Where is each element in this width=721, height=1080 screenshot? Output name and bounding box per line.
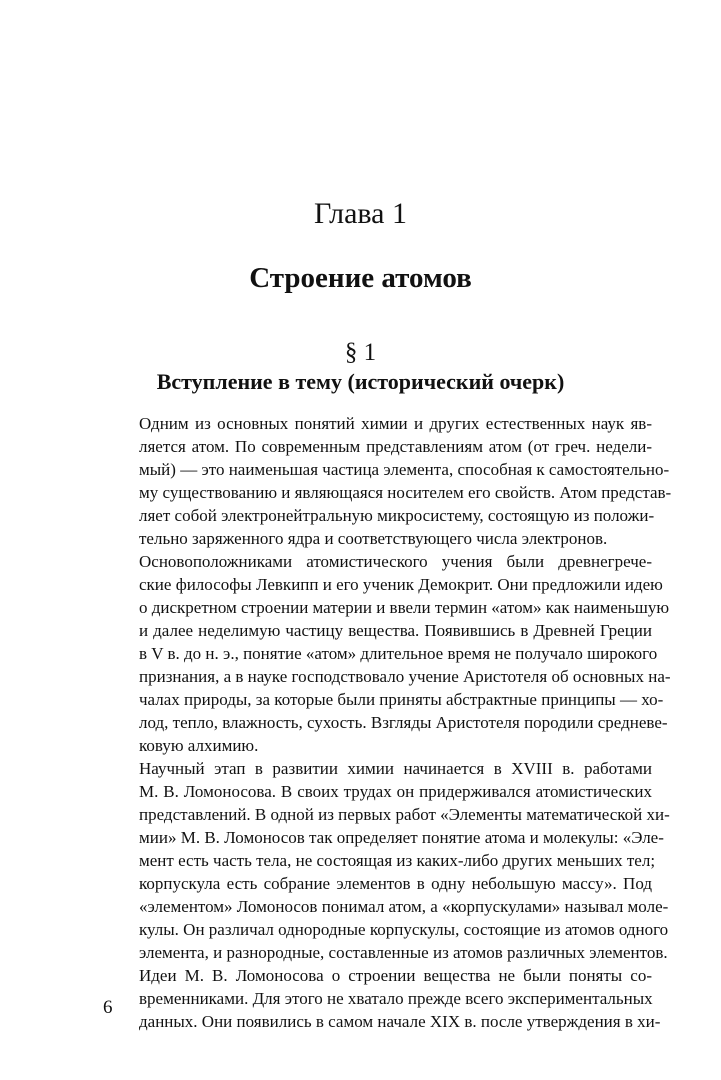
text-line: Идеи М. В. Ломоносова о строении вещества не были поняты со- (139, 966, 652, 985)
text-line: Основоположниками атомистического учения были древнегрече- (139, 552, 652, 571)
paragraph (103, 964, 661, 1033)
text-line: му существованию и являющаяся носителем его свойств. Атом представ- (139, 483, 672, 502)
text-line: «элементом» Ломоносов понимал атом, а «корпускулами» называл моле- (139, 897, 669, 916)
text-line: данных. Они появились в самом начале XIX в. после утверждения в хи- (139, 1012, 661, 1031)
text-line: о дискретном строении материи и ввели термин «атом» как наименьшую (139, 598, 670, 617)
text-line: элемента, и разнородные, составленные из атомов различных элементов. (139, 943, 668, 962)
text-line: Одним из основных понятий химии и других естественных наук яв- (139, 414, 652, 433)
text-line: мии» М. В. Ломоносов так определяет понятие атома и молекулы: «Эле- (139, 828, 664, 847)
body-text (103, 412, 672, 1033)
paragraph (103, 757, 670, 964)
section-title: Вступление в тему (исторический очерк) (156, 369, 565, 394)
text-line: ляется атом. По современным представлениям атом (от греч. недели- (139, 437, 652, 456)
section-number: § 1 (344, 339, 377, 366)
text-line: представлений. В одной из первых работ «Элементы математической хи- (139, 805, 670, 824)
text-line: временниками. Для этого не хватало прежде всего экспериментальных (139, 989, 653, 1008)
text-line: лод, тепло, влажность, сухость. Взгляды Аристотеля породили средневе- (139, 713, 668, 732)
text-line: ковую алхимию. (139, 736, 259, 755)
text-line: мент есть часть тела, не состоящая из каких-либо других меньших тел; (139, 851, 656, 870)
page-number: 6 (103, 997, 113, 1018)
text-line: корпускула есть собрание элементов в одну небольшую массу». Под (139, 874, 652, 893)
text-line: ские философы Левкипп и его ученик Демокрит. Они предложили идею (139, 575, 663, 594)
text-line: ляет собой электронейтральную микросистему, состоящую из положи- (139, 506, 655, 525)
text-line: мый) — это наименьшая частица элемента, способная к самостоятельно- (139, 460, 670, 479)
text-line: кулы. Он различал однородные корпускулы, состоящие из атомов одного (139, 920, 669, 939)
text-line: признания, а в науке господствовало учение Аристотеля об основных на- (139, 667, 671, 686)
text-line: чалах природы, за которые были приняты абстрактные принципы — хо- (139, 690, 664, 709)
chapter-label: Глава 1 (314, 197, 407, 230)
text-line: тельно заряженного ядра и соответствующего числа электронов. (139, 529, 608, 548)
text-line: Научный этап в развитии химии начинается в XVIII в. работами (139, 759, 652, 778)
text-line: в V в. до н. э., понятие «атом» длительное время не получало широкого (139, 644, 658, 663)
chapter-title: Строение атомов (249, 262, 472, 294)
paragraph (103, 412, 672, 550)
text-line: М. В. Ломоносова. В своих трудах он придерживался атомистических (139, 782, 652, 801)
text-line: и далее неделимую частицу вещества. Появившись в Древней Греции (139, 621, 652, 640)
paragraph (103, 550, 671, 757)
